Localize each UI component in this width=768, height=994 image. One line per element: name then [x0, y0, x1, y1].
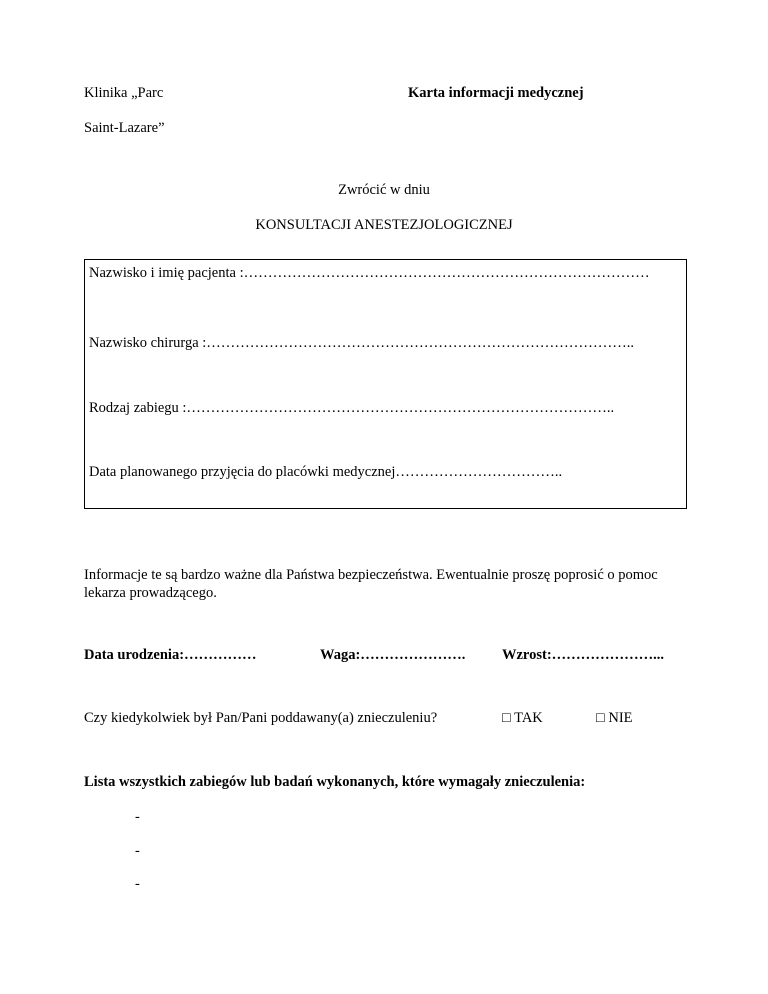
- birth-date-field[interactable]: Data urodzenia:……………: [84, 647, 257, 663]
- info-paragraph: Informacje te są bardzo ważne dla Państwa bezpieczeństwa. Ewentualnie proszę poprosić o pomoc lekarza prowadzącego.: [84, 567, 658, 601]
- height-field[interactable]: Wzrost:…………………...: [502, 647, 665, 663]
- yes-checkbox[interactable]: □ TAK: [502, 710, 543, 726]
- list-item[interactable]: -: [135, 809, 140, 825]
- admission-date-field[interactable]: Data planowanego przyjęcia do placówki medycznej……………………………..: [89, 464, 563, 480]
- weight-field[interactable]: Waga:………………….: [320, 647, 466, 663]
- patient-name-field[interactable]: Nazwisko i imię pacjenta :…………………………………………………………………………: [89, 265, 650, 281]
- procedures-list-title: Lista wszystkich zabiegów lub badań wykonanych, które wymagały znieczulenia:: [84, 774, 586, 790]
- document-title: Karta informacji medycznej: [408, 85, 584, 101]
- list-item[interactable]: -: [135, 876, 140, 892]
- consultation-title: KONSULTACJI ANESTEZJOLOGICZNEJ: [255, 217, 513, 233]
- return-date-label: Zwrócić w dniu: [338, 182, 430, 198]
- surgeon-name-field[interactable]: Nazwisko chirurga :……………………………………………………………………………..: [89, 335, 635, 351]
- patient-info-box: [84, 259, 687, 509]
- list-item[interactable]: -: [135, 843, 140, 859]
- no-checkbox[interactable]: □ NIE: [596, 710, 633, 726]
- procedure-type-field[interactable]: Rodzaj zabiegu :……………………………………………………………………………..: [89, 400, 615, 416]
- anesthesia-question: Czy kiedykolwiek był Pan/Pani poddawany(a) znieczuleniu?: [84, 710, 438, 726]
- clinic-name-line1: Klinika „Parc: [84, 85, 164, 101]
- clinic-name-line2: Saint-Lazare”: [84, 120, 165, 136]
